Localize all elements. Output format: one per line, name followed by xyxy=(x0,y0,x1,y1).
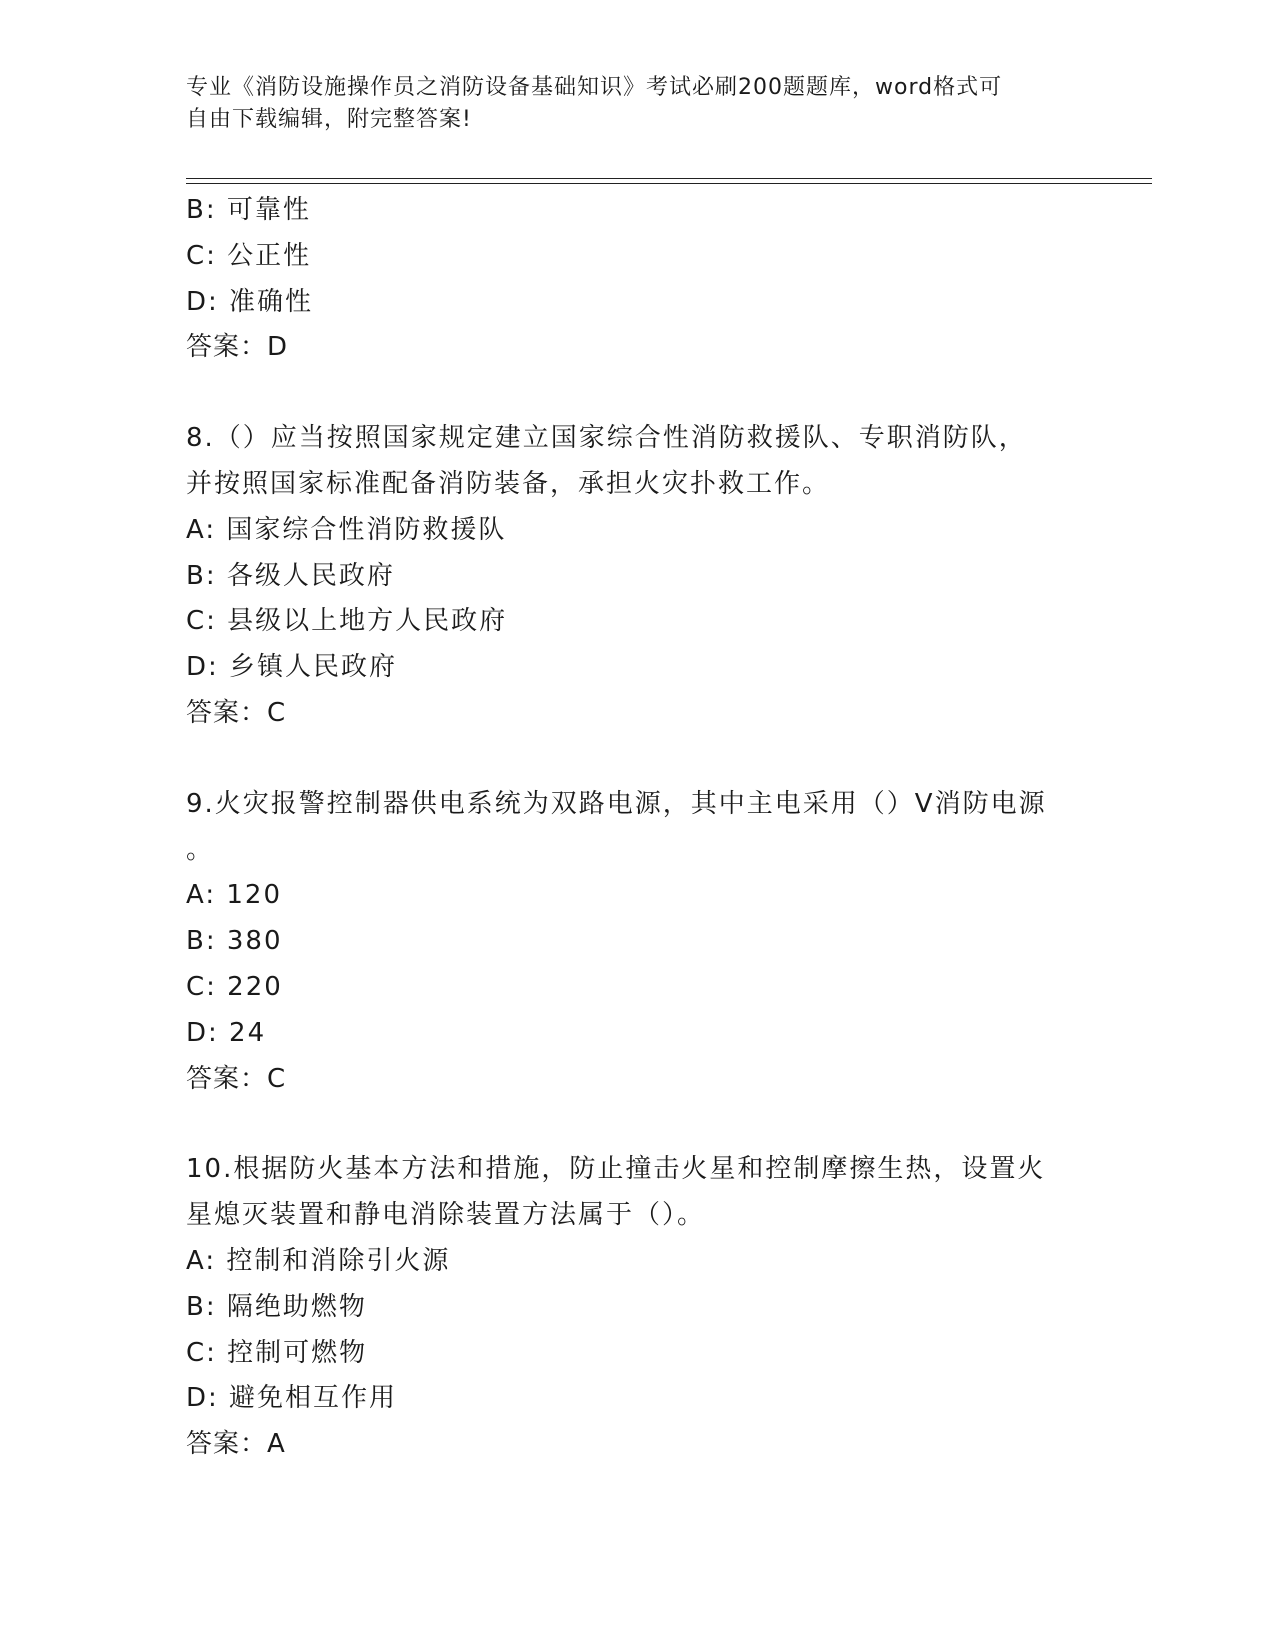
question-10 xyxy=(186,1147,1086,1468)
option-a: A: 120 xyxy=(186,880,282,911)
question-stem-line: 10.根据防火基本方法和措施，防止撞击火星和控制摩擦生热，设置火 xyxy=(186,1154,1046,1185)
spacer xyxy=(186,371,1086,416)
question-stem-line: 8.（）应当按照国家规定建立国家综合性消防救援队、专职消防队， xyxy=(186,423,1027,454)
answer-line: 答案：C xyxy=(186,697,287,728)
option-c: C: 县级以上地方人民政府 xyxy=(186,606,508,637)
question-list xyxy=(186,188,1086,1468)
option-d: D: 避免相互作用 xyxy=(186,1383,398,1414)
question-stem-line: 星熄灭装置和静电消除装置方法属于（）。 xyxy=(186,1200,706,1231)
option-b: B: 380 xyxy=(186,926,283,957)
option-b: B: 隔绝助燃物 xyxy=(186,1291,367,1322)
header-line-1: 专业《消防设施操作员之消防设备基础知识》考试必刷200题题库，word格式可 xyxy=(186,75,1003,100)
answer-line: 答案：C xyxy=(186,1063,287,1094)
option-b: B: 各级人民政府 xyxy=(186,560,395,591)
answer-line: 答案：D xyxy=(186,332,289,363)
header-rule-bottom xyxy=(186,183,1152,184)
question-9 xyxy=(186,782,1086,1103)
question-stem-line: 9.火灾报警控制器供电系统为双路电源，其中主电采用（）V消防电源 xyxy=(186,788,1047,819)
header-line-2: 自由下载编辑，附完整答案! xyxy=(186,107,472,132)
option-a: A: 控制和消除引火源 xyxy=(186,1245,451,1276)
option-a: A: 国家综合性消防救援队 xyxy=(186,514,507,545)
option-d: D: 乡镇人民政府 xyxy=(186,652,398,683)
option-c: C: 220 xyxy=(186,971,283,1002)
spacer xyxy=(186,1102,1086,1147)
option-c: C: 控制可燃物 xyxy=(186,1337,368,1368)
question-8 xyxy=(186,416,1086,737)
question-7-tail xyxy=(186,188,1086,371)
answer-line: 答案：A xyxy=(186,1429,286,1460)
option-c: C: 公正性 xyxy=(186,240,312,271)
document-header xyxy=(186,72,1086,136)
option-b: B: 可靠性 xyxy=(186,195,311,225)
header-rule-top xyxy=(186,178,1152,179)
spacer xyxy=(186,737,1086,782)
option-d: D: 24 xyxy=(186,1017,267,1048)
question-stem-line: 并按照国家标准配备消防装备，承担火灾扑救工作。 xyxy=(186,468,831,499)
option-d: D: 准确性 xyxy=(186,286,314,317)
question-stem-line: 。 xyxy=(186,834,215,865)
